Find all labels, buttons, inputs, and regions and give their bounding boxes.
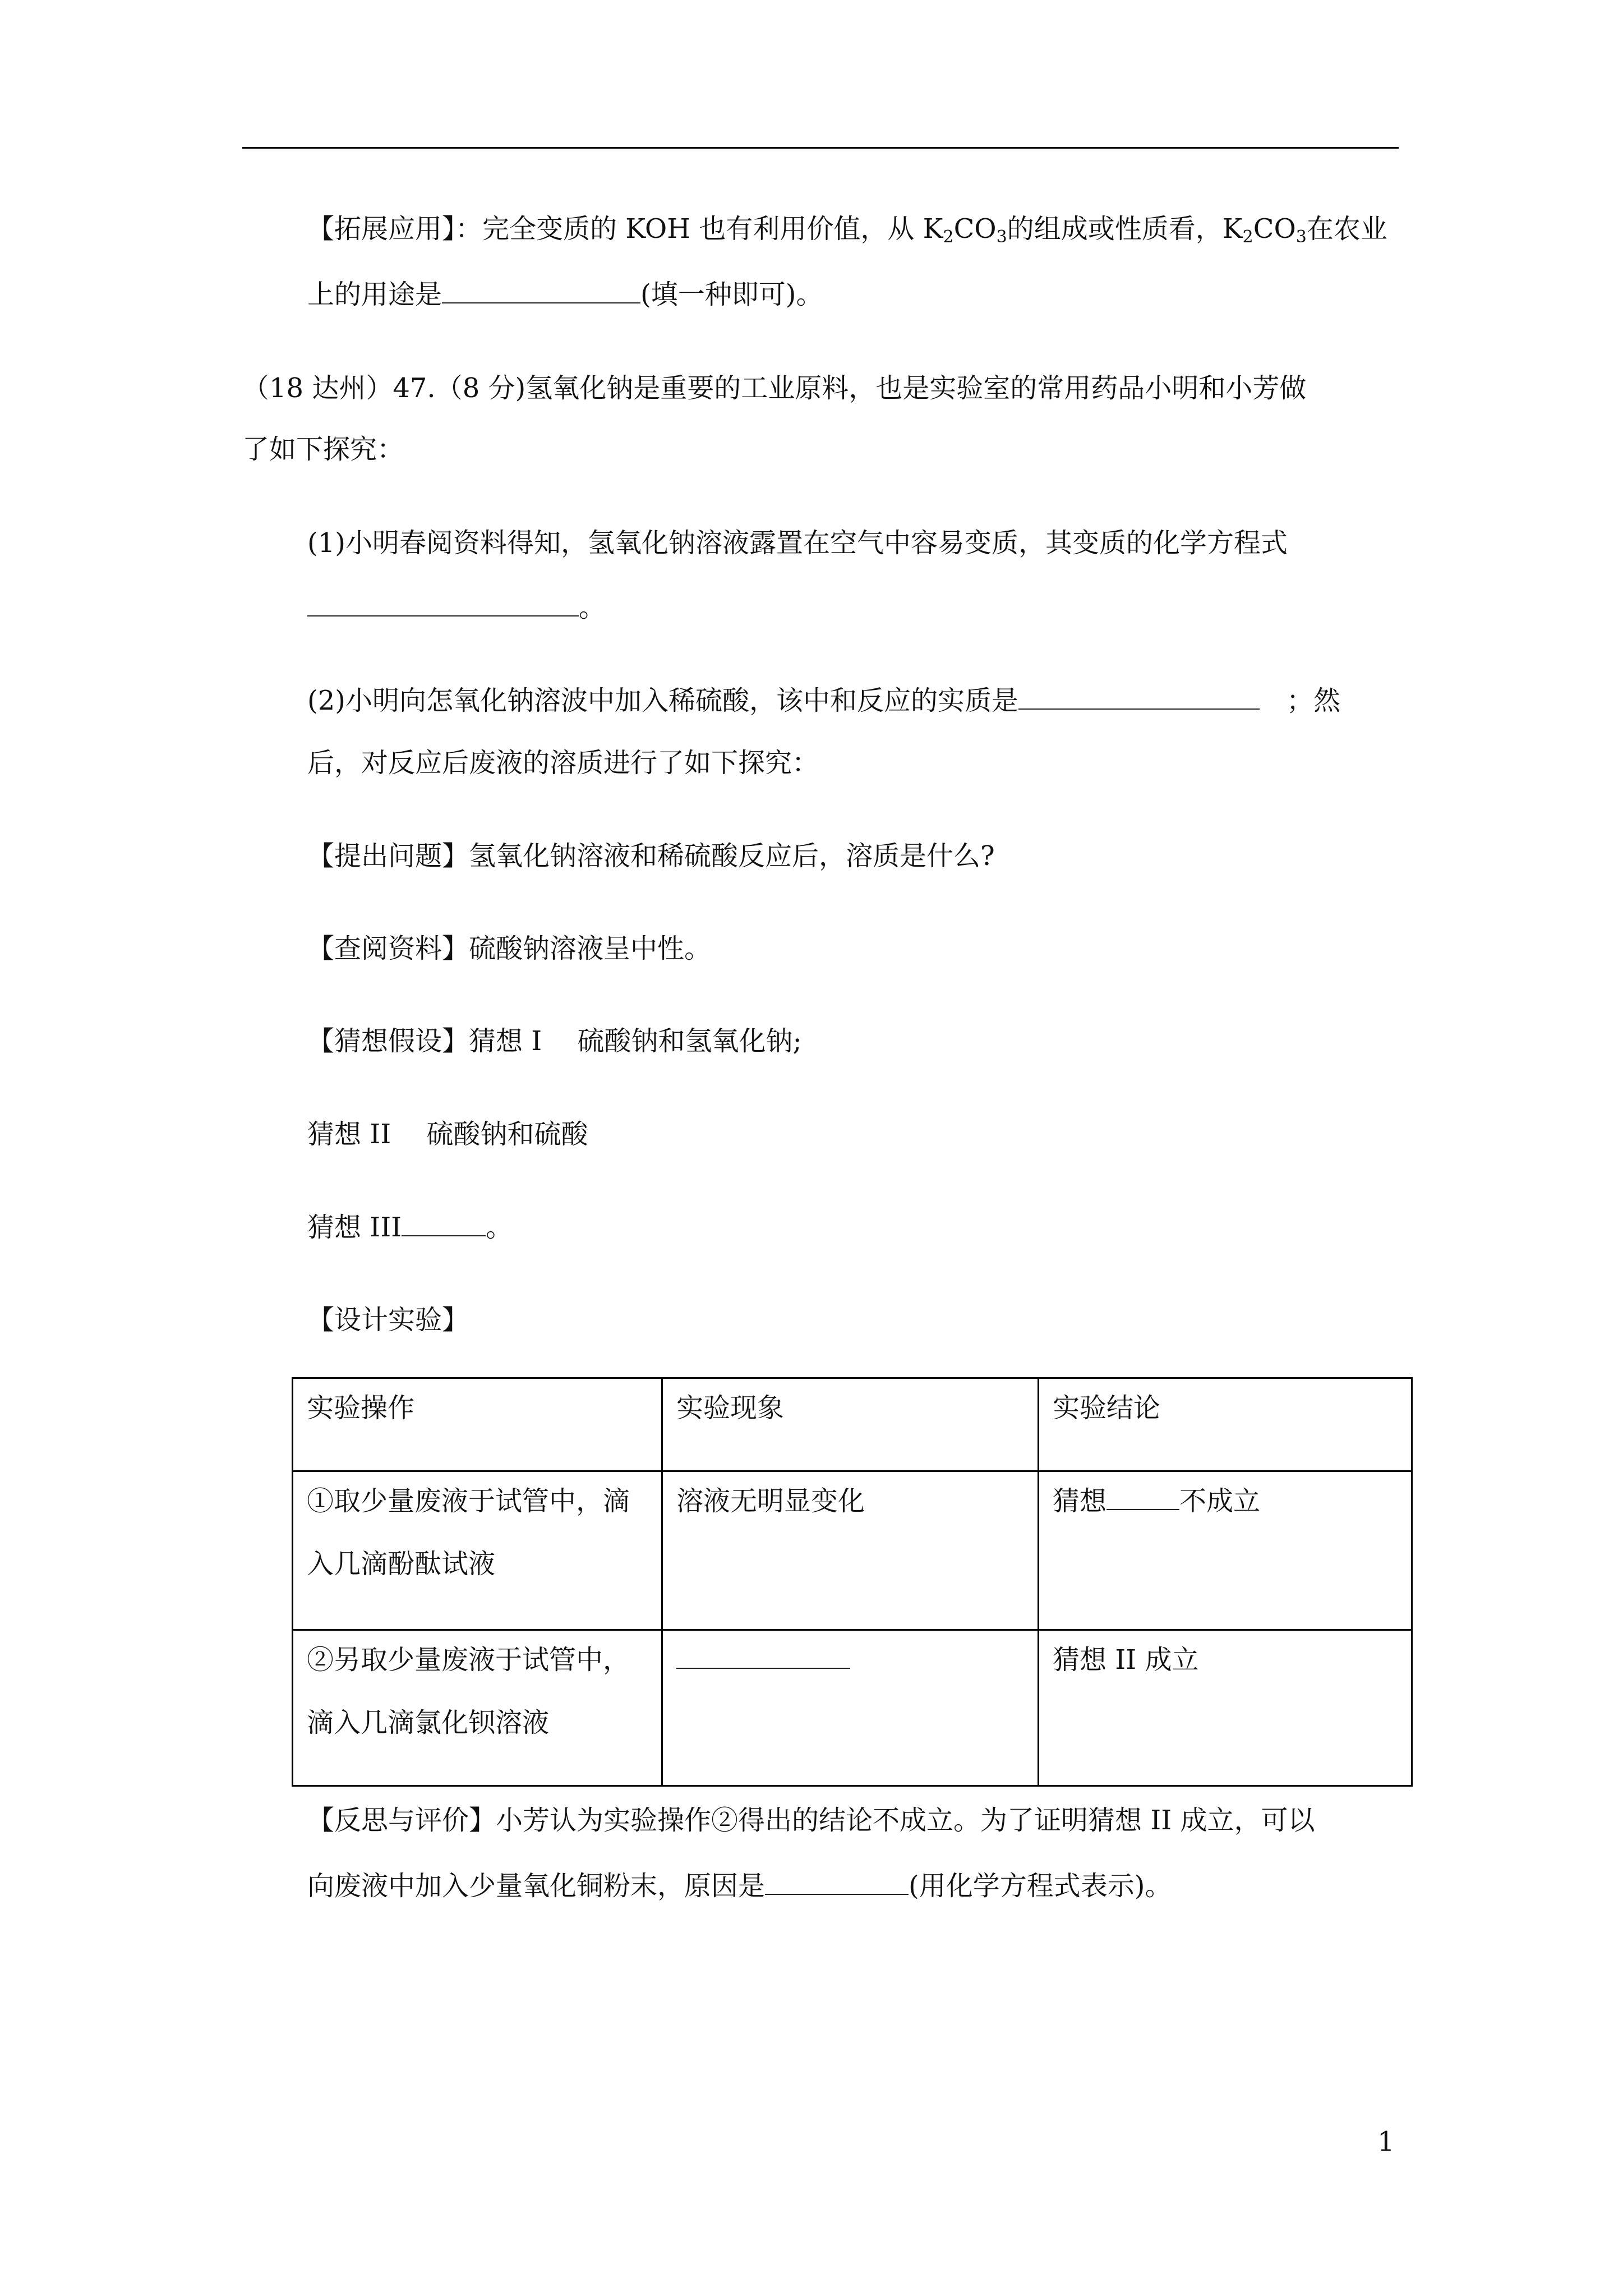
q2-text: ；然	[1287, 685, 1341, 716]
hypothesis-1: 【猜想假设】猜想 I 硫酸钠和氢氧化钠;	[307, 1025, 802, 1057]
table-header-row	[293, 1378, 1412, 1471]
hypothesis-text: 。	[486, 1212, 513, 1243]
table-header: 实验操作	[293, 1378, 662, 1471]
question-source: （18 达州）47.	[242, 372, 436, 404]
reference-info: 【查阅资料】硫酸钠溶液呈中性。	[307, 933, 712, 964]
answer-blank[interactable]	[307, 593, 579, 616]
experiment-table	[292, 1377, 1413, 1787]
reflection-line-2	[307, 1869, 1172, 1903]
extension-heading: 【拓展应用】	[307, 213, 456, 245]
extension-text: (填一种即可)。	[640, 279, 823, 310]
table-cell: 猜想 不成立	[1039, 1471, 1412, 1630]
extension-text: 也有利用价值，从	[699, 213, 915, 245]
extension-line-2	[307, 278, 823, 311]
q2-line-1	[307, 684, 1340, 717]
header-rule	[242, 147, 1399, 149]
extension-line-1	[307, 212, 1387, 246]
answer-blank[interactable]	[402, 1213, 486, 1236]
design-heading: 【设计实验】	[307, 1304, 469, 1336]
problem-statement: 【提出问题】氢氧化钠溶液和稀硫酸反应后，溶质是什么?	[307, 840, 995, 872]
q1-line-2	[307, 591, 606, 624]
extension-text: 上的用途是	[307, 279, 442, 310]
q2-line-2: 后，对反应后废液的溶质进行了如下探究：	[307, 747, 819, 779]
reflection-text: (用化学方程式表示)。	[909, 1870, 1172, 1902]
q2-text: (2)小明向怎氧化钠溶波中加入稀硫酸，该中和反应的实质是	[307, 685, 1018, 716]
hypothesis-2: 猜想 II 硫酸钠和硫酸	[307, 1119, 588, 1150]
answer-blank[interactable]	[1018, 686, 1260, 710]
extension-text: ：完全变质的	[455, 213, 617, 245]
formula-k2co3: $K_2CO_3$	[1222, 213, 1307, 247]
answer-blank[interactable]	[442, 280, 640, 303]
answer-blank[interactable]	[1106, 1487, 1179, 1510]
hypothesis-3	[307, 1211, 513, 1244]
hypothesis-text: 猜想 III	[307, 1212, 402, 1243]
table-cell: ②另取少量废液于试管中， 滴入几滴氯化钡溶液	[293, 1630, 662, 1786]
question-intro-line-1	[242, 371, 1306, 405]
formula-koh: KOH	[625, 213, 691, 245]
table-cell: ①取少量废液于试管中，滴 入几滴酚酞试液	[293, 1471, 662, 1630]
page-number: 1	[1377, 2126, 1395, 2157]
table-cell: 猜想 II 成立	[1039, 1630, 1412, 1786]
extension-text: 的组成或性质看，	[1007, 213, 1223, 245]
reflection-text: 向废液中加入少量氧化铜粉末，原因是	[307, 1870, 766, 1902]
table-row	[293, 1471, 1412, 1630]
question-intro: （8 分)氢氧化钠是重要的工业原料，也是实验室的常用药品小明和小芳做	[435, 372, 1307, 404]
q1-text: 。	[579, 592, 606, 623]
table-cell	[662, 1630, 1039, 1786]
table-header: 实验结论	[1039, 1378, 1412, 1471]
q1-line-1: (1)小明春阅资料得知，氢氧化钠溶液露置在空气中容易变质，其变质的化学方程式	[307, 527, 1288, 559]
table-cell: 溶液无明显变化	[662, 1471, 1039, 1630]
reflection-line-1: 【反思与评价】小芳认为实验操作②得出的结论不成立。为了证明猜想 II 成立，可以	[307, 1805, 1315, 1836]
table-header: 实验现象	[662, 1378, 1039, 1471]
answer-blank[interactable]	[765, 1871, 909, 1895]
answer-blank[interactable]	[676, 1645, 850, 1669]
formula-k2co3: $K_2CO_3$	[923, 213, 1007, 247]
extension-text: 在农业	[1306, 213, 1387, 245]
table-row	[293, 1630, 1412, 1786]
question-intro-line-2: 了如下探究：	[242, 434, 404, 465]
